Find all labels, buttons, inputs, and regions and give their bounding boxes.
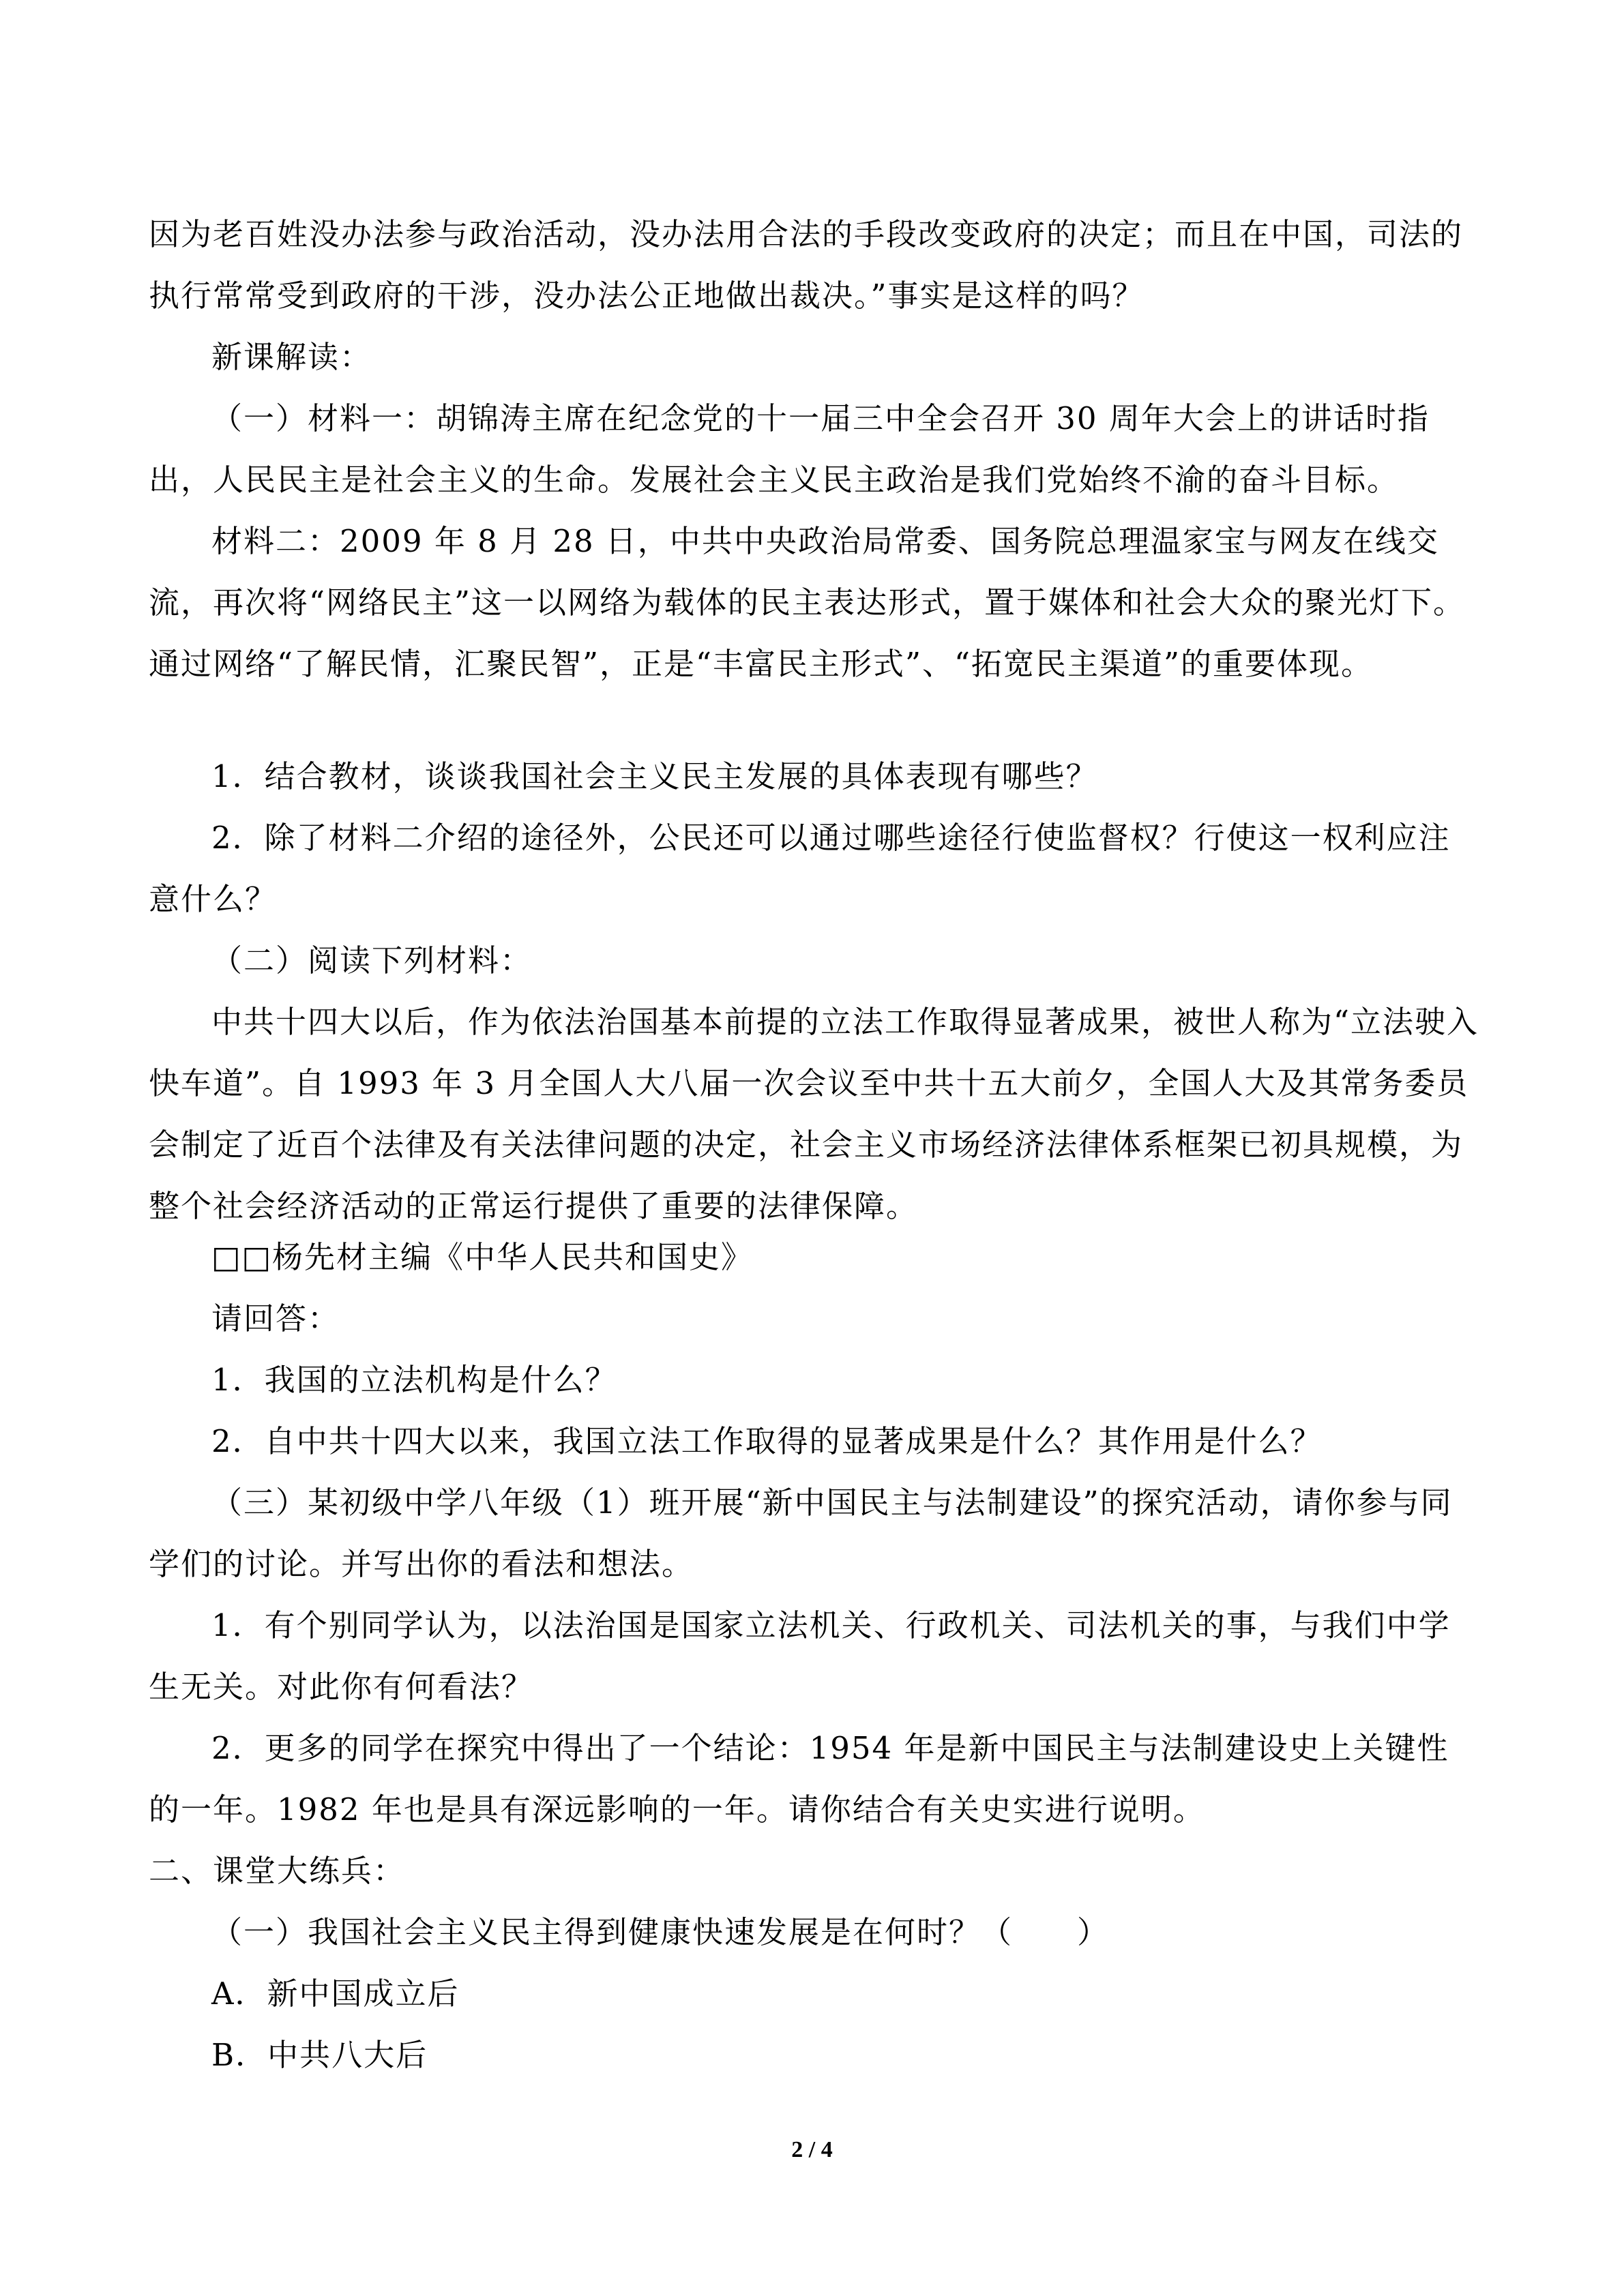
option-b: B．中共八大后 [211, 2037, 428, 2073]
question-legislative-achievement: 2．自中共十四大以来，我国立法工作取得的显著成果是什么？其作用是什么？ [211, 1423, 1323, 1459]
paragraph-continuation: 因为老百姓没办法参与政治活动，没办法用合法的手段改变政府的决定；而且在中国，司法的执行常常受到政府的干涉，没办法公正地做出裁决。”事实是这样的吗？ [149, 216, 1464, 314]
question-legislative-body: 1．我国的立法机构是什么？ [211, 1362, 617, 1398]
exercise-question-1: （一）我国社会主义民主得到健康快速发展是在何时？（ ） [211, 1914, 1110, 1950]
question-1954-1982: 2．更多的同学在探究中得出了一个结论：1954 年是新中国民主与法制建设史上关键性的一年。1982 年也是具有深远影响的一年。请你结合有关史实进行说明。 [149, 1730, 1449, 1828]
section-two-heading: （二）阅读下列材料： [211, 942, 533, 979]
part-two-heading: 二、课堂大练兵： [149, 1853, 406, 1889]
question-rule-of-law: 1．有个别同学认为，以法治国是国家立法机关、行政机关、司法机关的事，与我们中学生无关。对此你有何看法？ [149, 1607, 1451, 1705]
question-1: 1．结合教材，谈谈我国社会主义民主发展的具体表现有哪些？ [211, 758, 1098, 794]
option-a: A．新中国成立后 [211, 1976, 460, 2012]
section-three-paragraph: （三）某初级中学八年级（1）班开展“新中国民主与法制建设”的探究活动，请你参与同学们的讨论。并写出你的看法和想法。 [149, 1485, 1453, 1582]
paragraph-material-one: （一）材料一：胡锦涛主席在纪念党的十一届三中全会召开 30 周年大会上的讲话时指出，人民民主是社会主义的生命。发展社会主义民主政治是我们党始终不渝的奋斗目标。 [149, 400, 1430, 498]
source-citation: □□杨先材主编《中华人民共和国史》 [211, 1239, 754, 1275]
paragraph-legislation: 中共十四大以后，作为依法治国基本前提的立法工作取得显著成果，被世人称为“立法驶入快车道”。自 1993 年 3 月全国人大八届一次会议至中共十五大前夕，全国人大及其常务委员会制定了近百个法律及有关法律问题的决定，社会主义市场经济法律体系框架已初具规模，为整个社会经济活动的正常运行提供了重要的法律保障。 [149, 1004, 1479, 1224]
page-number: 2 / 4 [791, 2137, 833, 2162]
please-answer: 请回答： [211, 1300, 340, 1337]
heading-new-lesson: 新课解读： [211, 339, 372, 375]
paragraph-material-two: 材料二：2009 年 8 月 28 日，中共中央政治局常委、国务院总理温家宝与网友在线交流，再次将“网络民主”这一以网络为载体的民主表达形式，置于媒体和社会大众的聚光灯下。通过网络“了解民情，汇聚民智”，正是“丰富民主形式”、“拓宽民主渠道”的重要体现。 [149, 523, 1466, 682]
question-2: 2．除了材料二介绍的途径外，公民还可以通过哪些途径行使监督权？行使这一权利应注意什么？ [149, 820, 1451, 917]
